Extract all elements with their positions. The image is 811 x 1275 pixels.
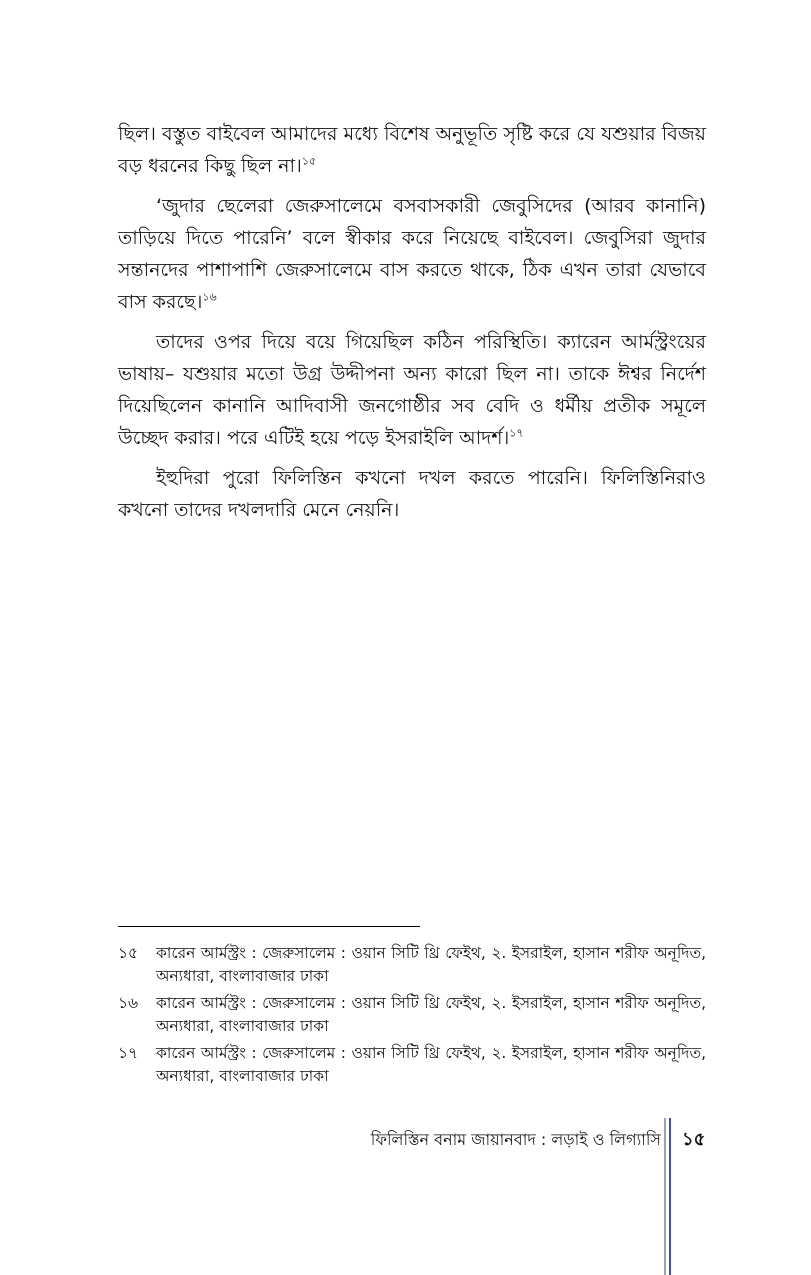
footnote-ref-15[interactable]: ১৫ xyxy=(301,154,317,168)
footnote-ref-17[interactable]: ১৭ xyxy=(509,426,524,440)
footnote-text: কারেন আর্মস্ট্রং : জেরুসালেম : ওয়ান সিটি থ্রি ফেইথ, ২. ইসরাইল, হাসান শরীফ অনূদিত, অন্যধারা, বাংলাবাজার ঢাকা xyxy=(156,1044,706,1085)
page-number: ১৫ xyxy=(682,1129,706,1150)
paragraph-3-text: তাদের ওপর দিয়ে বয়ে গিয়েছিল কঠিন পরিস্থিতি। ক্যারেন আর্মস্ট্রংয়ের ভাষায়– যশুয়ার মতো উগ্র উদ্দীপনা অন্য কারো ছিল না। তাকে ঈশ্বর নির্দেশ দিয়েছিলেন কানানি আদিবাসী জনগোষ্ঠীর সব বেদি ও ধর্মীয় প্রতীক সমূলে উচ্ছেদ করার। পরে এটিই হয়ে পড়ে ইসরাইলি আদর্শ। xyxy=(118,331,706,449)
paragraph-2 xyxy=(118,190,706,318)
footnote-number: ১৫ xyxy=(118,944,139,962)
paragraph-4-text: ইহুদিরা পুরো ফিলিস্তিন কখনো দখল করতে পারেনি। ফিলিস্তিনিরাও কখনো তাদের দখলদারি মেনে নেয়নি। xyxy=(118,467,706,521)
footnote-number: ১৭ xyxy=(118,1044,139,1062)
footnote-16 xyxy=(118,992,706,1038)
page-edge-rule-dark xyxy=(669,1118,671,1275)
footnote-text: কারেন আর্মস্ট্রং : জেরুসালেম : ওয়ান সিটি থ্রি ফেইথ, ২. ইসরাইল, হাসান শরীফ অনূদিত, অন্যধারা, বাংলাবাজার ঢাকা xyxy=(156,944,706,985)
footnote-text: কারেন আর্মস্ট্রং : জেরুসালেম : ওয়ান সিটি থ্রি ফেইথ, ২. ইসরাইল, হাসান শরীফ অনূদিত, অন্যধারা, বাংলাবাজার ঢাকা xyxy=(156,994,706,1035)
paragraph-4 xyxy=(118,462,706,526)
paragraph-2-text: ‘জুদার ছেলেরা জেরুসালেমে বসবাসকারী জেবুসিদের (আরব কানানি) তাড়িয়ে দিতে পারেনি’ বলে স্বীকার করে নিয়েছে বাইবেল। জেবুসিরা জুদার সন্তানদের পাশাপাশি জেরুসালেমে বাস করতে থাকে, ঠিক এখন তারা যেভাবে বাস করছে। xyxy=(118,195,706,313)
page-edge-rule-light xyxy=(664,1118,666,1275)
running-head: ফিলিস্তিন বনাম জায়ানবাদ : লড়াই ও লিগ্যাসি xyxy=(370,1130,661,1149)
body-text xyxy=(118,118,706,534)
footnote-17 xyxy=(118,1042,706,1088)
footnote-divider xyxy=(118,926,420,927)
footnote-15 xyxy=(118,942,706,988)
paragraph-1-text: ছিল। বস্তুত বাইবেল আমাদের মধ্যে বিশেষ অনুভূতি সৃষ্টি করে যে যশুয়ার বিজয় বড় ধরনের কিছু ছিল না। xyxy=(118,123,706,177)
footnote-number: ১৬ xyxy=(118,994,139,1012)
paragraph-3 xyxy=(118,326,706,454)
footnotes xyxy=(118,942,706,1092)
footnote-ref-16[interactable]: ১৬ xyxy=(202,290,217,304)
paragraph-1 xyxy=(118,118,706,182)
